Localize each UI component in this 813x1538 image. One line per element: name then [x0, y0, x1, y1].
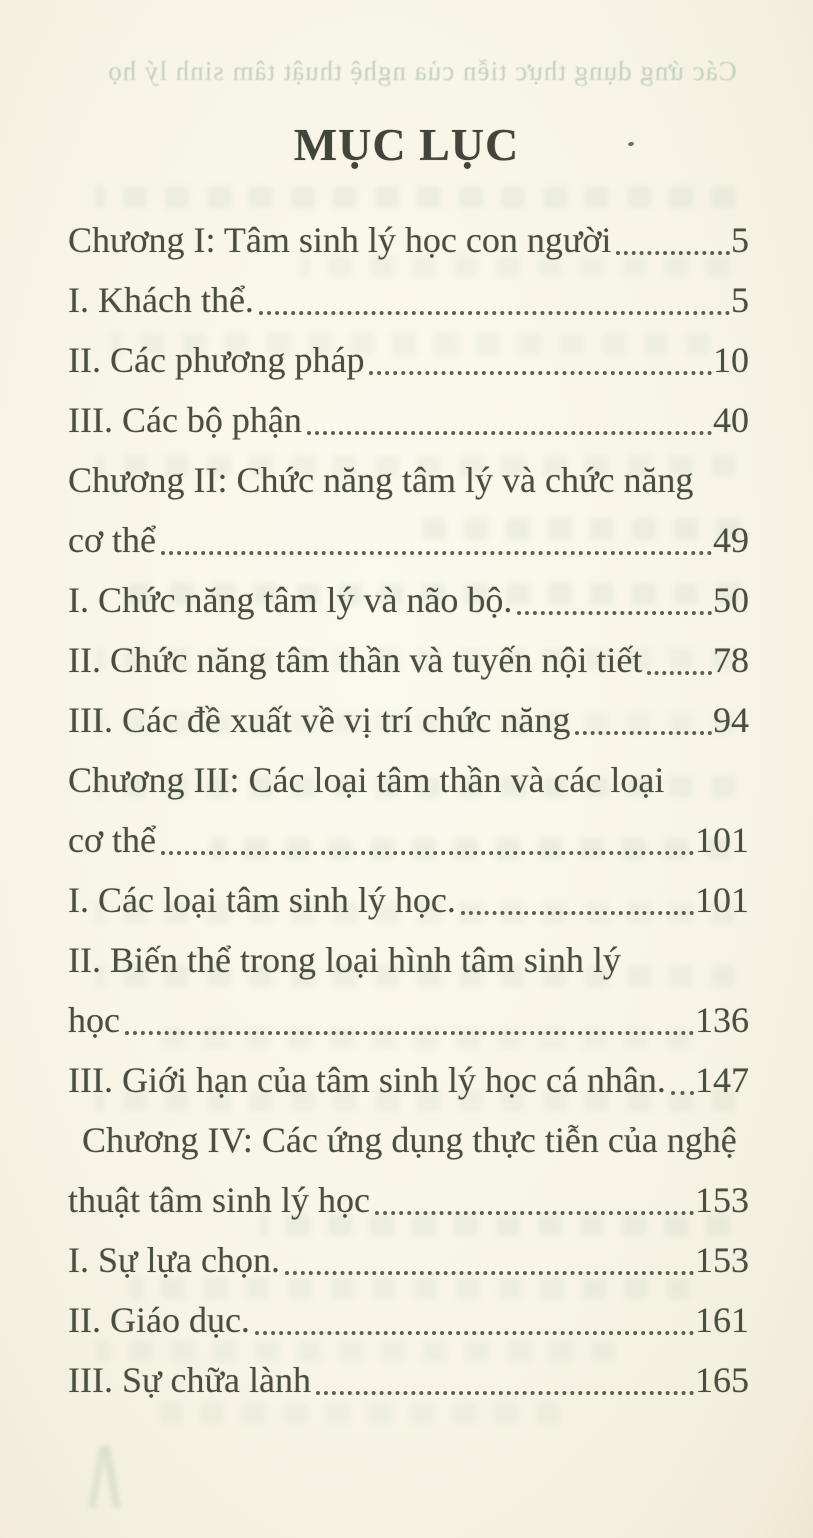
toc-entry: [68, 1290, 749, 1350]
toc-entry-label: III. Các đề xuất về vị trí chức năng: [68, 700, 571, 740]
page-number: 78: [713, 640, 749, 680]
toc-entry: [68, 210, 749, 270]
page-number: 50: [713, 580, 749, 620]
bleedthrough-running-header: Các ứng dụng thực tiễn của nghệ thuật tâm sinh lý họ: [107, 56, 737, 86]
page-number: 5: [731, 280, 749, 320]
toc-entry: [68, 630, 749, 690]
toc-entry-label: Chương II: Chức năng tâm lý và chức năng: [68, 460, 694, 500]
toc-entry: [68, 1350, 749, 1410]
toc-entry-label: thuật tâm sinh lý học: [68, 1180, 370, 1220]
title-row: [0, 112, 813, 176]
page-number: 136: [695, 1000, 749, 1040]
toc-entry-label: II. Các phương pháp: [68, 340, 365, 380]
toc-entry-label: III. Các bộ phận: [68, 400, 302, 440]
page-number: 10: [713, 340, 749, 380]
toc-entry-continuation: [68, 810, 749, 870]
page-number: 40: [713, 400, 749, 440]
dot-leader: [285, 1271, 694, 1275]
dot-leader: [461, 911, 694, 915]
bleedthrough-line: [95, 186, 735, 208]
toc-entry: [68, 1230, 749, 1290]
toc-entry: [68, 390, 749, 450]
toc-entry: [68, 690, 749, 750]
toc-entry: [68, 930, 749, 990]
toc-entry: [68, 1050, 749, 1110]
dot-leader: [307, 431, 712, 435]
page-number: 101: [695, 820, 749, 860]
toc-entry: [68, 330, 749, 390]
toc-entry-label: học: [68, 1000, 120, 1040]
toc-entry-label: cơ thể: [68, 520, 156, 560]
page-number: 161: [695, 1300, 749, 1340]
dot-leader: [616, 251, 730, 255]
page-number: 165: [695, 1360, 749, 1400]
toc-entry-continuation: [68, 510, 749, 570]
toc-entry-label: Chương I: Tâm sinh lý học con người: [68, 220, 612, 260]
table-of-contents: [0, 210, 813, 1410]
page-number: 153: [695, 1180, 749, 1220]
toc-entry-continuation: [68, 1170, 749, 1230]
bleedthrough-page-number-mark: [76, 1446, 144, 1508]
toc-entry-label: I. Chức năng tâm lý và não bộ.: [68, 580, 513, 620]
toc-entry-label: III. Giới hạn của tâm sinh lý học cá nhân.: [68, 1060, 666, 1100]
toc-entry: [68, 750, 749, 810]
page-number: 153: [695, 1240, 749, 1280]
dot-leader: [125, 1031, 694, 1035]
page-number: 49: [713, 520, 749, 560]
toc-entry-label: I. Khách thể.: [68, 280, 254, 320]
toc-entry-label: cơ thể: [68, 820, 156, 860]
toc-entry: [68, 570, 749, 630]
dot-leader: [575, 731, 712, 735]
toc-entry: [68, 1110, 749, 1170]
page-title: MỤC LỤC: [293, 118, 520, 170]
dot-leader: [316, 1391, 694, 1395]
dot-leader: [259, 311, 730, 315]
dot-leader: [369, 371, 712, 375]
dot-leader: [671, 1091, 694, 1095]
page-number: 101: [695, 880, 749, 920]
toc-entry-continuation: [68, 990, 749, 1050]
toc-entry-label: III. Sự chữa lành: [68, 1360, 311, 1400]
dot-leader: [517, 611, 712, 615]
page-number: 94: [713, 700, 749, 740]
dot-leader: [161, 851, 694, 855]
dot-leader: [375, 1211, 694, 1215]
toc-entry: [68, 870, 749, 930]
toc-entry: [68, 450, 749, 510]
page-number: 147: [695, 1060, 749, 1100]
toc-entry-label: II. Giáo dục.: [68, 1300, 250, 1340]
page-number: 5: [731, 220, 749, 260]
dot-leader: [647, 671, 712, 675]
print-speck: [628, 141, 635, 146]
toc-entry-label: Chương IV: Các ứng dụng thực tiễn của nghệ: [82, 1120, 737, 1160]
dot-leader: [255, 1331, 694, 1335]
toc-entry-label: I. Các loại tâm sinh lý học.: [68, 880, 456, 920]
toc-entry-label: Chương III: Các loại tâm thần và các loại: [68, 760, 665, 800]
toc-entry-label: I. Sự lựa chọn.: [68, 1240, 280, 1280]
toc-entry-label: II. Biến thể trong loại hình tâm sinh lý: [68, 940, 621, 980]
toc-entry-label: II. Chức năng tâm thần và tuyến nội tiết: [68, 640, 643, 680]
toc-entry: [68, 270, 749, 330]
dot-leader: [161, 551, 712, 555]
